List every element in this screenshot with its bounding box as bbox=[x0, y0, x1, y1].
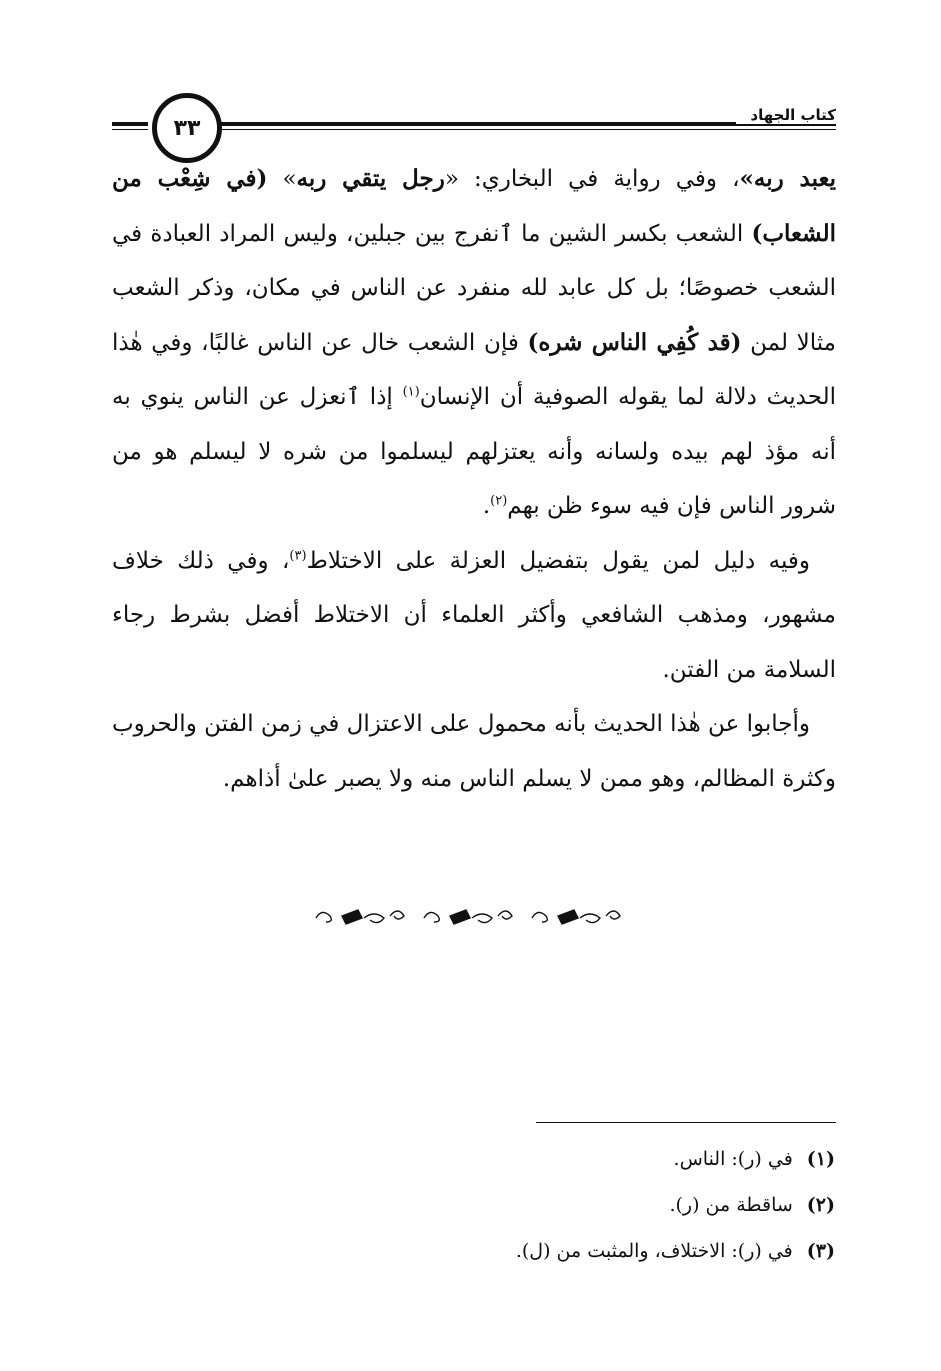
text-run: ، وفي ذلك خلاف مشهور، ومذهب الشافعي وأكثر العلماء أن الاختلاط أفضل بشرط رجاء السلامة من الفتن. bbox=[112, 547, 836, 683]
footnote-text: ساقطة من (ر). bbox=[669, 1194, 793, 1216]
running-title: كتاب الجهاد bbox=[736, 106, 836, 124]
section-divider-ornament-icon bbox=[310, 898, 630, 934]
quote-bold: (قد كُفِي الناس شره) bbox=[527, 328, 742, 356]
header-rule-thin bbox=[212, 129, 836, 130]
footnote-number: (٣) bbox=[806, 1240, 835, 1262]
text-run: ، وفي رواية في البخاري: « bbox=[444, 166, 740, 192]
quote-bold: رجل يتقي ربه bbox=[296, 165, 445, 192]
text-run: » bbox=[267, 166, 297, 192]
footnote-number: (١) bbox=[806, 1148, 835, 1170]
footnote-text: في (ر): الاختلاف، والمثبت من (ل). bbox=[515, 1240, 793, 1262]
footnote-text: في (ر): الناس. bbox=[673, 1148, 793, 1170]
footnote-ref-1[interactable]: (١) bbox=[402, 384, 420, 400]
header-rule-left-thick bbox=[112, 122, 148, 126]
header-rule-left-thin bbox=[112, 129, 148, 130]
text-run: وفيه دليل لمن يقول بتفضيل العزلة على الاختلاط bbox=[306, 547, 810, 574]
paragraph-3: وأجابوا عن هٰذا الحديث بأنه محمول على الاعتزال في زمن الفتن والحروب وكثرة المظالم، وهو ممن لا يسلم الناس منه ولا يصبر علىٰ أذاهم. bbox=[112, 711, 836, 792]
footnote-2 bbox=[235, 1182, 835, 1228]
paragraph-2 bbox=[112, 534, 836, 698]
text-run: الشعب بكسر الشين ما ٱنفرج بين جبلين، وليس المراد العبادة في الشعب خصوصًا؛ بل كل عابد لله منفرد عن الناس في مكان، وذكر الشعب مثالا لمن bbox=[112, 220, 836, 356]
quote-bold: يعبد ربه» bbox=[739, 165, 837, 192]
page-number: ٣٣ bbox=[152, 93, 222, 163]
footnote-number: (٢) bbox=[806, 1194, 835, 1216]
footnote-separator bbox=[536, 1122, 836, 1123]
main-text bbox=[112, 152, 836, 806]
quote-bold: (في شِعْب من الشعاب) bbox=[112, 165, 836, 247]
footnote-1 bbox=[235, 1136, 835, 1182]
text-run: فإن الشعب خال عن الناس غالبًا، وفي هٰذا الحديث دلالة لما يقوله الصوفية أن الإنسان bbox=[112, 329, 836, 410]
paragraph-1 bbox=[112, 152, 836, 534]
footnote-3 bbox=[235, 1228, 835, 1274]
footnotes bbox=[235, 1136, 835, 1274]
text-run: . bbox=[482, 493, 491, 519]
text-run: إذا ٱنعزل عن الناس ينوي به أنه مؤذ لهم بيده ولسانه وأنه يعتزلهم ليسلموا من شره لا ليسلم هو من شرور الناس فإن فيه سوء ظن بهم bbox=[112, 384, 836, 519]
footnote-ref-3[interactable]: (٣) bbox=[289, 547, 307, 563]
footnote-ref-2[interactable]: (٢) bbox=[490, 493, 508, 509]
